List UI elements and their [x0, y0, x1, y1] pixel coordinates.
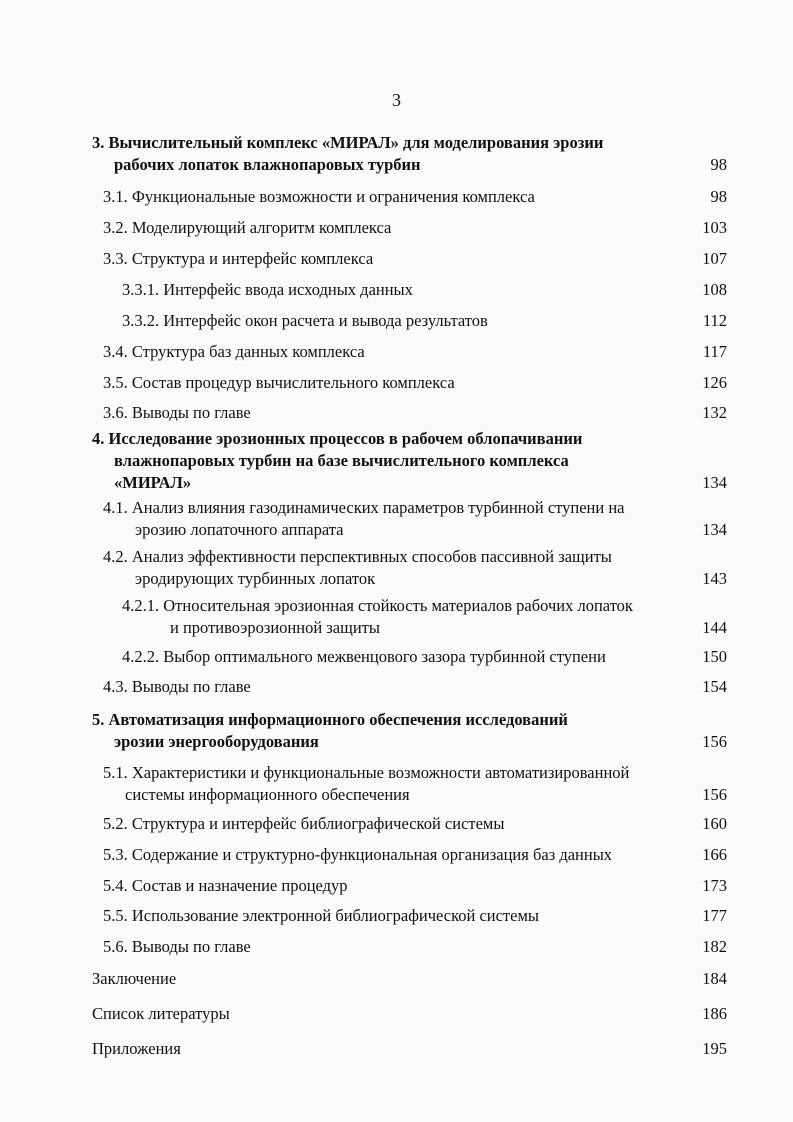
toc-page-number: 160 — [702, 814, 727, 833]
toc-entry-line: 5.5. Использование электронной библиографической системы — [103, 906, 539, 925]
toc-page-number: 98 — [710, 155, 727, 174]
toc-section-3-1 — [103, 186, 703, 208]
toc-entry-line: 4. Исследование эрозионных процессов в рабочем облопачивании — [92, 429, 583, 448]
toc-page-number: 156 — [702, 785, 727, 804]
toc-subsection-4-2-1 — [122, 595, 707, 639]
toc-section-5-5 — [103, 905, 703, 927]
toc-page-number: 186 — [702, 1004, 727, 1023]
toc-section-4-1 — [103, 497, 703, 541]
toc-page-number: 132 — [702, 403, 727, 422]
toc-entry-line: 5.1. Характеристики и функциональные возможности автоматизированной — [103, 763, 630, 782]
toc-page-number: 134 — [702, 520, 727, 539]
toc-section-4-3 — [103, 676, 703, 698]
toc-entry-line: 4.3. Выводы по главе — [103, 677, 251, 696]
toc-subsection-4-2-2 — [122, 646, 707, 668]
toc-page-number: 107 — [702, 249, 727, 268]
toc-section-3-3 — [103, 248, 703, 270]
toc-entry-line: Список литературы — [92, 1004, 230, 1023]
toc-page-number: 195 — [702, 1039, 727, 1058]
toc-page-number: 177 — [702, 906, 727, 925]
toc-entry-line: 5. Автоматизация информационного обеспечения исследований — [92, 710, 568, 729]
toc-section-3-2 — [103, 217, 703, 239]
toc-entry-line: 4.2. Анализ эффективности перспективных способов пассивной защиты — [103, 547, 612, 566]
toc-page-number: 173 — [702, 876, 727, 895]
toc-section-3-5 — [103, 372, 703, 394]
toc-entry-line: 3.3.2. Интерфейс окон расчета и вывода результатов — [122, 311, 488, 330]
toc-entry-line: 3.4. Структура баз данных комплекса — [103, 342, 365, 361]
toc-entry-line: эрозию лопаточного аппарата — [135, 520, 344, 539]
toc-entry-line: 4.1. Анализ влияния газодинамических параметров турбинной ступени на — [103, 498, 625, 517]
toc-appendices — [92, 1038, 712, 1060]
toc-entry-line: 4.2.2. Выбор оптимального межвенцового зазора турбинной ступени — [122, 647, 606, 666]
toc-chapter-5 — [92, 709, 712, 753]
toc-entry-line: 3.3.1. Интерфейс ввода исходных данных — [122, 280, 413, 299]
toc-section-5-1 — [103, 762, 703, 806]
toc-entry-line: 5.4. Состав и назначение процедур — [103, 876, 348, 895]
toc-entry-line: эродирующих турбинных лопаток — [135, 569, 376, 588]
toc-page-number: 103 — [702, 218, 727, 237]
toc-page-number: 156 — [702, 732, 727, 751]
toc-entry-line: «МИРАЛ» — [114, 473, 192, 492]
toc-page-number: 126 — [702, 373, 727, 392]
toc-section-5-6 — [103, 936, 703, 958]
toc-page-number: 98 — [710, 187, 727, 206]
toc-entry-line: 5.3. Содержание и структурно-функциональная организация баз данных — [103, 845, 613, 864]
toc-section-5-4 — [103, 875, 703, 897]
toc-page-number: 117 — [702, 342, 727, 361]
toc-subsection-3-3-2 — [122, 310, 707, 332]
toc-entry-line: 3.1. Функциональные возможности и ограничения комплекса — [103, 187, 535, 206]
toc-section-4-2 — [103, 546, 703, 590]
toc-page-number: 112 — [702, 311, 727, 330]
toc-page-number: 182 — [702, 937, 727, 956]
toc-entry-line: 3.3. Структура и интерфейс комплекса — [103, 249, 374, 268]
toc-references — [92, 1003, 712, 1025]
toc-subsection-3-3-1 — [122, 279, 707, 301]
toc-page-number: 143 — [702, 569, 727, 588]
toc-entry-line: эрозии энергооборудования — [114, 732, 319, 751]
toc-page-number: 184 — [702, 969, 727, 988]
toc-chapter-4 — [92, 428, 712, 494]
toc-section-3-6 — [103, 402, 703, 424]
toc-entry-line: 5.6. Выводы по главе — [103, 937, 251, 956]
toc-page-number: 166 — [702, 845, 727, 864]
toc-entry-line: 3.6. Выводы по главе — [103, 403, 251, 422]
toc-page-number: 154 — [702, 677, 727, 696]
toc-entry-line: 3. Вычислительный комплекс «МИРАЛ» для моделирования эрозии — [92, 133, 604, 152]
toc-entry-line: 4.2.1. Относительная эрозионная стойкость материалов рабочих лопаток — [122, 596, 633, 615]
toc-section-5-3 — [103, 844, 703, 866]
toc-entry-line: и противоэрозионной защиты — [170, 618, 380, 637]
toc-entry-line: рабочих лопаток влажнопаровых турбин — [114, 155, 421, 174]
toc-entry-line: 3.2. Моделирующий алгоритм комплекса — [103, 218, 392, 237]
toc-page-number: 150 — [702, 647, 727, 666]
toc-entry-line: 5.2. Структура и интерфейс библиографической системы — [103, 814, 505, 833]
toc-entry-line: Заключение — [92, 969, 177, 988]
toc-entry-line: системы информационного обеспечения — [125, 785, 410, 804]
toc-page-number: 108 — [702, 280, 727, 299]
toc-entry-line: Приложения — [92, 1039, 181, 1058]
toc-section-5-2 — [103, 813, 703, 835]
toc-conclusion — [92, 968, 712, 990]
toc-entry-line: влажнопаровых турбин на базе вычислительного комплекса — [114, 451, 569, 470]
page-number: 3 — [392, 90, 401, 110]
toc-page-number: 134 — [702, 473, 727, 492]
toc-entry-line: 3.5. Состав процедур вычислительного комплекса — [103, 373, 455, 392]
toc-section-3-4 — [103, 341, 703, 363]
toc-page-number: 144 — [702, 618, 727, 637]
toc-chapter-3 — [92, 132, 712, 176]
